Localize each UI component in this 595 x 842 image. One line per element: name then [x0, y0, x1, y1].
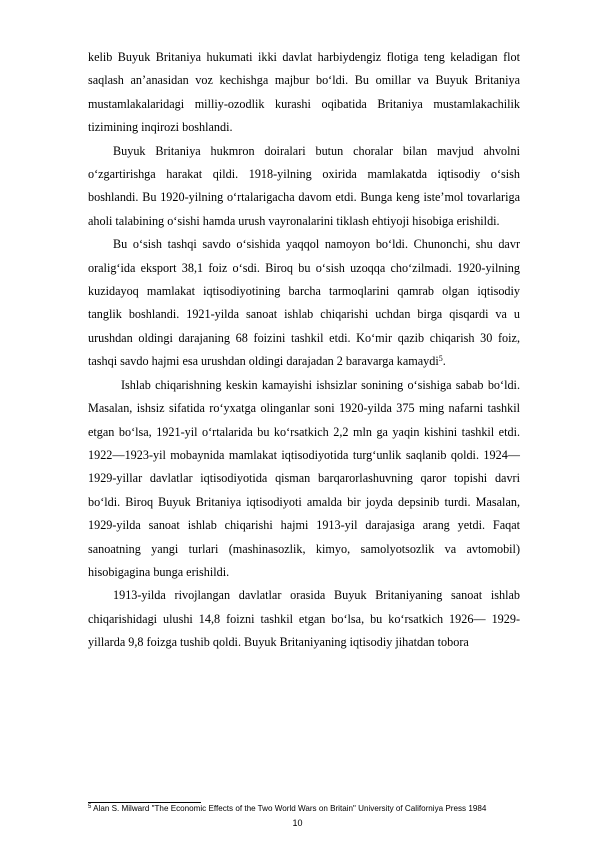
paragraph-3-text: Bu o‘sish tashqi savdo o‘sishida yaqqol namoyon bo‘ldi. Chunonchi, shu davr oralig‘ida eksport 38,1 foiz o‘sdi. Biroq bu o‘sish uzoqqa cho‘zilmadi. 1920-yilning kuzidayoq mamlakat iqtisodiyotining barcha tarmoqlarini qamrab olgan iqtisodiy tanglik boshlandi. 1921-yilda sanoat ishlab chiqarishi uchdan birga qisqardi va u urushdan oldingi darajaning 68 foizini tashkil etdi. Ko‘mir qazib chiqarish 30 foiz, tashqi savdo hajmi esa urushdan oldingi darajadan 2 baravarga kamaydi	[88, 237, 520, 369]
page-number: 10	[292, 818, 303, 828]
footnote	[88, 804, 528, 814]
paragraph-5: 1913-yilda rivojlangan davlatlar orasida Buyuk Britaniyaning sanoat ishlab chiqarishidagi ulushi 14,8 foizni tashkil etgan bo‘lsa, bu ko‘rsatkich 1926— 1929-yillarda 9,8 foizga tushib qoldi. Buyuk Britaniyaning iqtisodiy jihatdan tobora	[88, 588, 520, 650]
paragraph-2: Buyuk Britaniya hukmron doiralari butun choralar bilan mavjud ahvolni o‘zgartirishga harakat qildi. 1918-yilning oxirida mamlakatda iqtisodiy o‘sish boshlandi. Bu 1920-yilning o‘rtalarigacha davom etdi. Bunga keng iste’mol tovarlariga aholi talabining o‘sishi hamda urush vayronalarini tiklash ehtiyoji hisobiga erishildi.	[88, 143, 520, 228]
body-text	[88, 46, 520, 655]
paragraph-1: kelib Buyuk Britaniya hukumati ikki davlat harbiydengiz flotiga teng keladigan flot saqlash an’anasidan voz kechishga majbur bo‘ldi. Bu omillar va Buyuk Britaniya mustamlakalaridagi milliy-ozodlik kurashi oqibatida Britaniya mustamlakachilik tizimining inqirozi boshlandi.	[88, 50, 520, 135]
paragraph-3-tail: .	[442, 354, 446, 369]
footnote-text: Alan S. Milward "The Economic Effects of the Two World Wars on Britain" University of Californiya Press 1984	[91, 804, 487, 813]
footnote-separator	[88, 802, 201, 803]
footnote-ref[interactable]: 5	[438, 354, 443, 364]
paragraph-3	[88, 233, 520, 373]
paragraph-4: Ishlab chiqarishning keskin kamayishi ishsizlar sonining o‘sishiga sabab bo‘ldi. Masalan, ishsiz sifatida ro‘yxatga olinganlar soni 1920-yilda 375 ming nafarni tashkil etgan bo‘lsa, 1921-yil o‘rtalarida bu ko‘rsatkich 2,2 mln ga yaqin kishini tashkil etdi. 1922—1923-yil mobaynida mamlakat iqtisodiyotida turg‘unlik saqlanib qoldi. 1924—1929-yillar davlatlar iqtisodiyotida qisman barqarorlashuvning qaror topishi davri bo‘ldi. Biroq Buyuk Britaniya iqtisodiyoti amalda bir joyda depsinib turdi. Masalan, 1929-yilda sanoat ishlab chiqarishi hajmi 1913-yil darajasiga arang yetdi. Faqat sanoatning yangi turlari (mashinasozlik, kimyo, samolyotsozlik va avtomobil) hisobigagina bunga erishildi.	[88, 377, 520, 579]
footnote-marker: 5	[88, 804, 92, 810]
